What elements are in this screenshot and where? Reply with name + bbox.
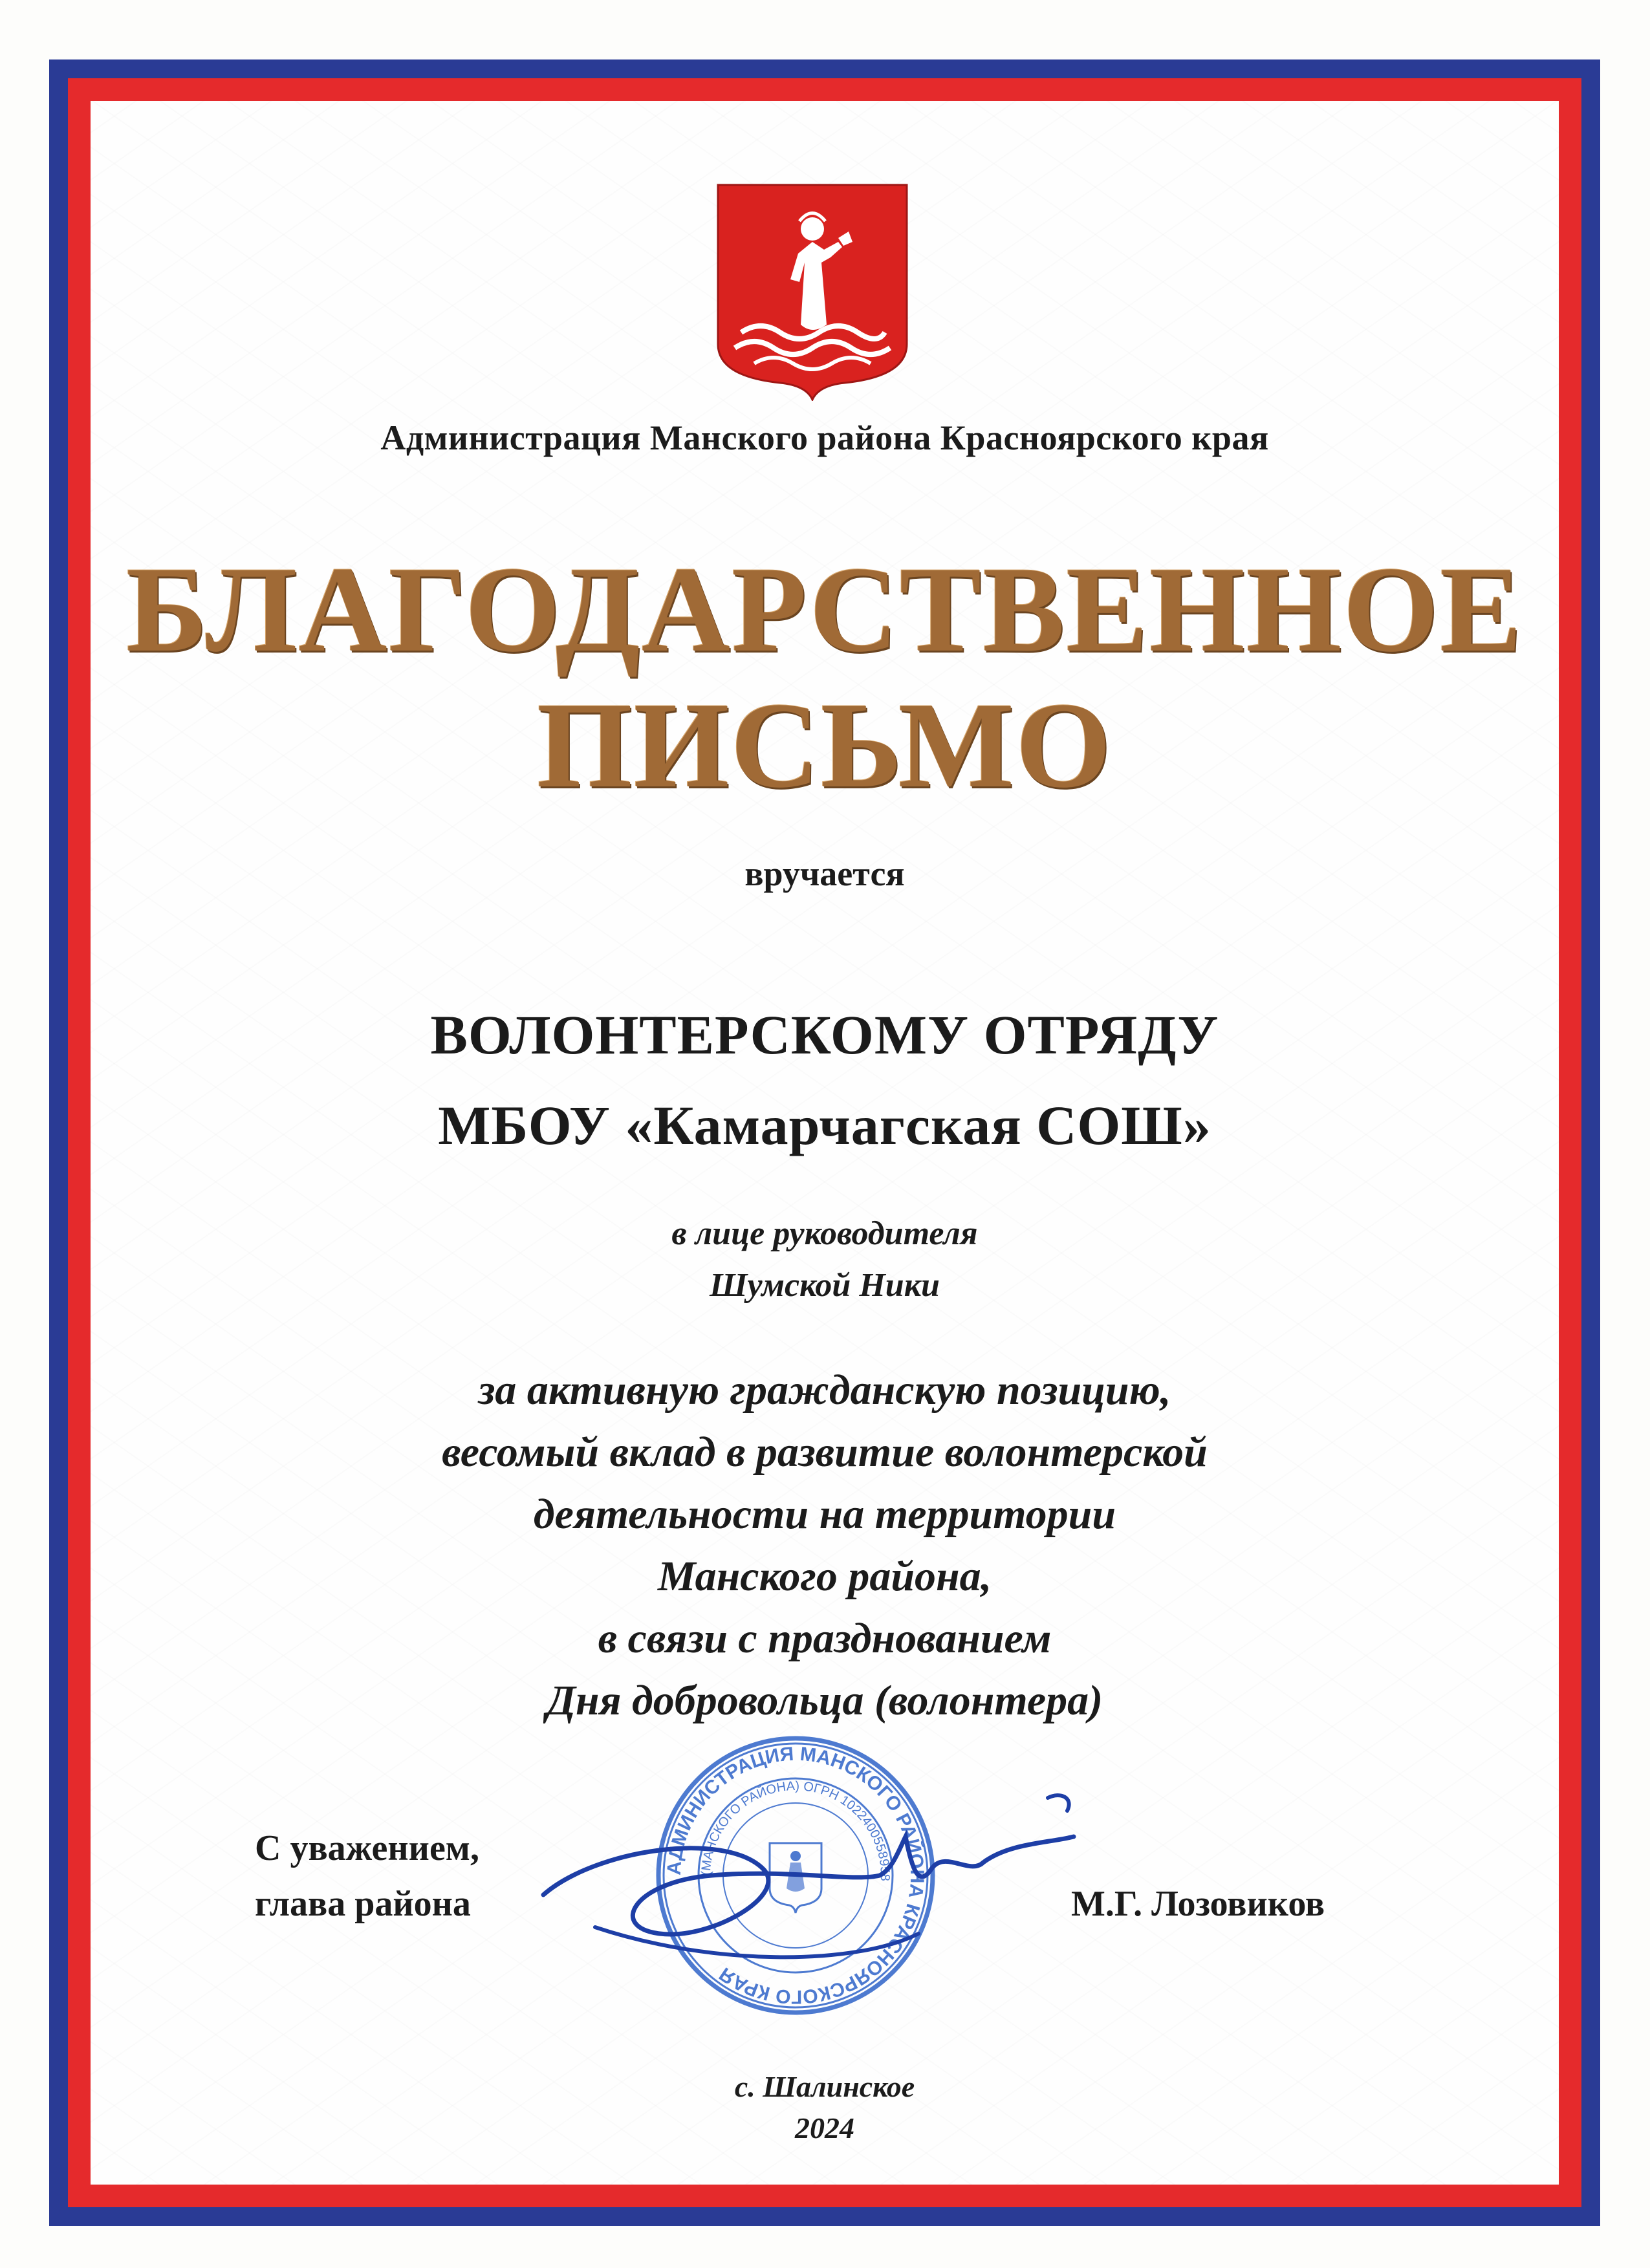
recipient-line-2: МБОУ «Камарчагская СОШ» (438, 1094, 1211, 1156)
issuing-authority: Администрация Манского района Красноярского края (380, 418, 1269, 457)
issue-place: с. Шалинское (734, 2070, 915, 2103)
title-line-1: БЛАГОДАРСТВЕННОЕ (126, 542, 1523, 678)
representative-line-2: Шумской Ники (710, 1267, 940, 1304)
handwritten-signature (517, 1772, 1100, 1979)
signatory-name: М.Г. Лозовиков (1071, 1884, 1325, 1924)
stamp-outer-text: АДМИНИСТРАЦИЯ МАНСКОГО РАЙОНА КРАСНОЯРСКОГО КРАЯ (663, 1743, 928, 2008)
reason-line: за активную гражданскую позицию, (478, 1366, 1171, 1414)
representative-line-1: в лице руководителя (671, 1215, 978, 1252)
regards-line-1: С уважением, (255, 1828, 479, 1868)
stamp-inner-text: (МАНСКОГО РАЙОНА) ОГРН 1022400558958 (699, 1778, 893, 1881)
reason-line: Манского района, (657, 1553, 992, 1600)
issue-year: 2024 (795, 2111, 854, 2144)
awarded-to-label: вручается (744, 854, 905, 893)
title-line-2: ПИСЬМО (537, 678, 1113, 814)
reason-line: в связи с празднованием (598, 1615, 1052, 1662)
reason-line: Дня добровольца (волонтера) (546, 1677, 1103, 1724)
regards-line-2: глава района (255, 1884, 471, 1924)
coat-of-arms-emblem (715, 182, 909, 401)
reason-line: деятельности на территории (533, 1491, 1116, 1538)
reason-line: весомый вклад в развитие волонтерской (442, 1429, 1208, 1476)
recipient-line-1: ВОЛОНТЕРСКОМУ ОТРЯДУ (430, 1004, 1219, 1066)
